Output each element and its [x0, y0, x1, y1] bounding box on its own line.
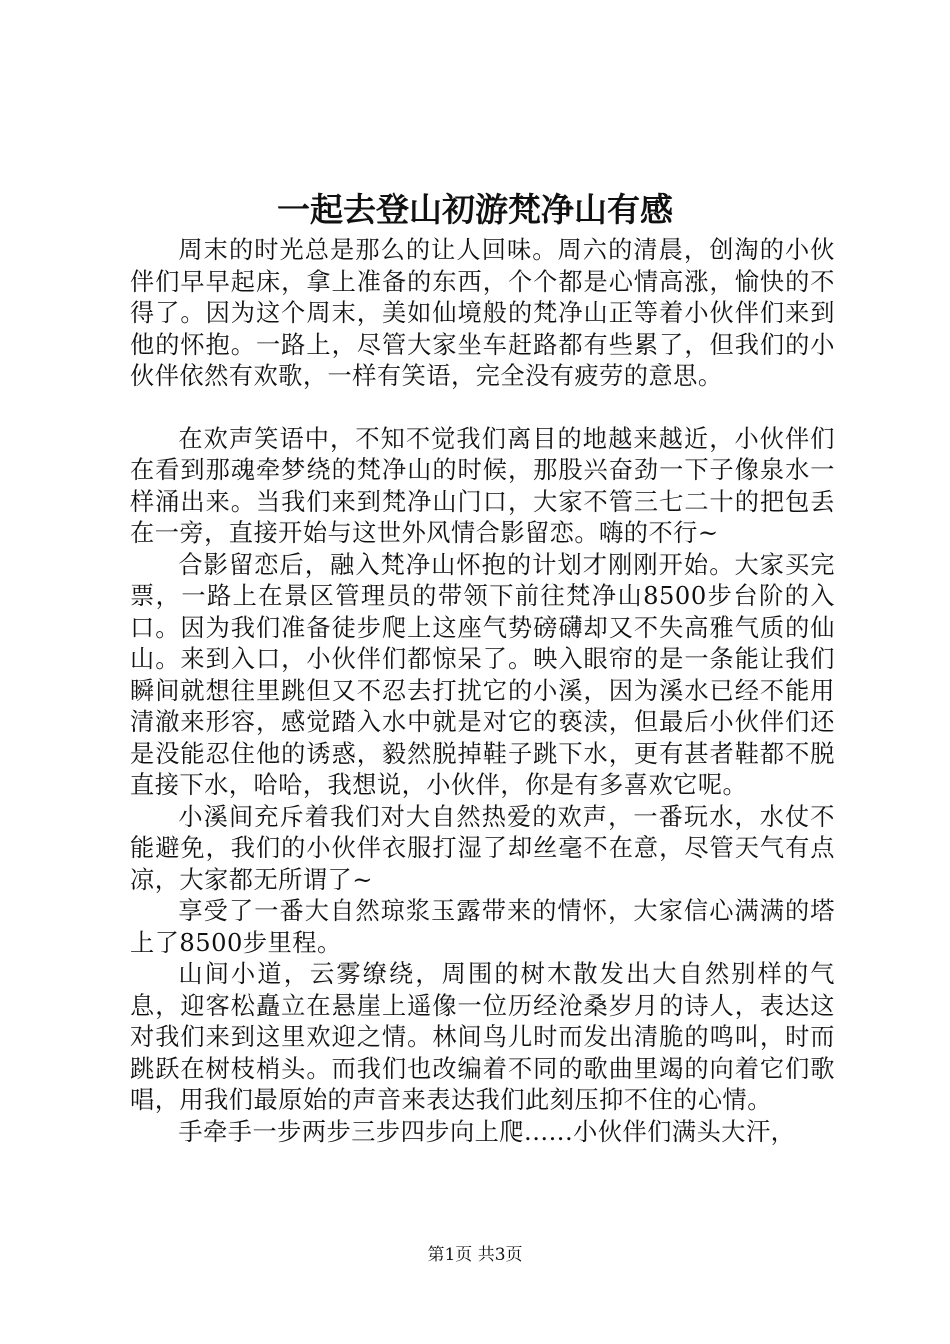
paragraph-spacer — [130, 393, 835, 424]
page-footer: 第1页 共3页 — [427, 1245, 523, 1265]
paragraph: 在欢声笑语中，不知不觉我们离目的地越来越近，小伙伴们在看到那魂牵梦绕的梵净山的时候，那股兴奋劲一下子像泉水一样涌出来。当我们来到梵净山门口，大家不管三七二十的把包丢在一旁，直接开始与这世外风情合影留恋。嗨的不行~ — [130, 424, 835, 547]
document-body — [130, 235, 835, 1148]
paragraph: 山间小道，云雾缭绕，周围的树木散发出大自然别样的气息，迎客松矗立在悬崖上遥像一位历经沧桑岁月的诗人，表达这对我们来到这里欢迎之情。林间鸟儿时而发出清脆的鸣叫，时而跳跃在树枝梢头。而我们也改编着不同的歌曲里竭的向着它们歌唱，用我们最原始的声音来表达我们此刻压抑不住的心情。 — [130, 960, 835, 1114]
paragraph: 周末的时光总是那么的让人回味。周六的清晨，创淘的小伙伴们早早起床，拿上准备的东西，个个都是心情高涨，愉快的不得了。因为这个周末，美如仙境般的梵净山正等着小伙伴们来到他的怀抱。一路上，尽管大家坐车赶路都有些累了，但我们的小伙伴依然有欢歌，一样有笑语，完全没有疲劳的意思。 — [130, 236, 835, 390]
paragraph: 小溪间充斥着我们对大自然热爱的欢声，一番玩水，水仗不能避免，我们的小伙伴衣服打湿了却丝毫不在意，尽管天气有点凉，大家都无所谓了~ — [130, 802, 835, 894]
paragraph: 手牵手一步两步三步四步向上爬......小伙伴们满头大汗， — [178, 1117, 796, 1146]
paragraph: 享受了一番大自然琼浆玉露带来的情怀，大家信心满满的塔上了8500步里程。 — [130, 897, 835, 957]
paragraph: 合影留恋后，融入梵净山怀抱的计划才刚刚开始。大家买完票，一路上在景区管理员的带领下前往梵净山8500步台阶的入口。因为我们准备徒步爬上这座气势磅礴却又不失高雅气质的仙山。来到入口，小伙伴们都惊呆了。映入眼帘的是一条能让我们瞬间就想往里跳但又不忍去打扰它的小溪，因为溪水已经不能用清澈来形容，感觉踏入水中就是对它的亵渎，但最后小伙伴们还是没能忍住他的诱惑，毅然脱掉鞋子跳下水，更有甚者鞋都不脱直接下水，哈哈，我想说，小伙伴，你是有多喜欢它呢。 — [130, 550, 835, 799]
document-title: 一起去登山初游梵净山有感 — [277, 190, 673, 229]
